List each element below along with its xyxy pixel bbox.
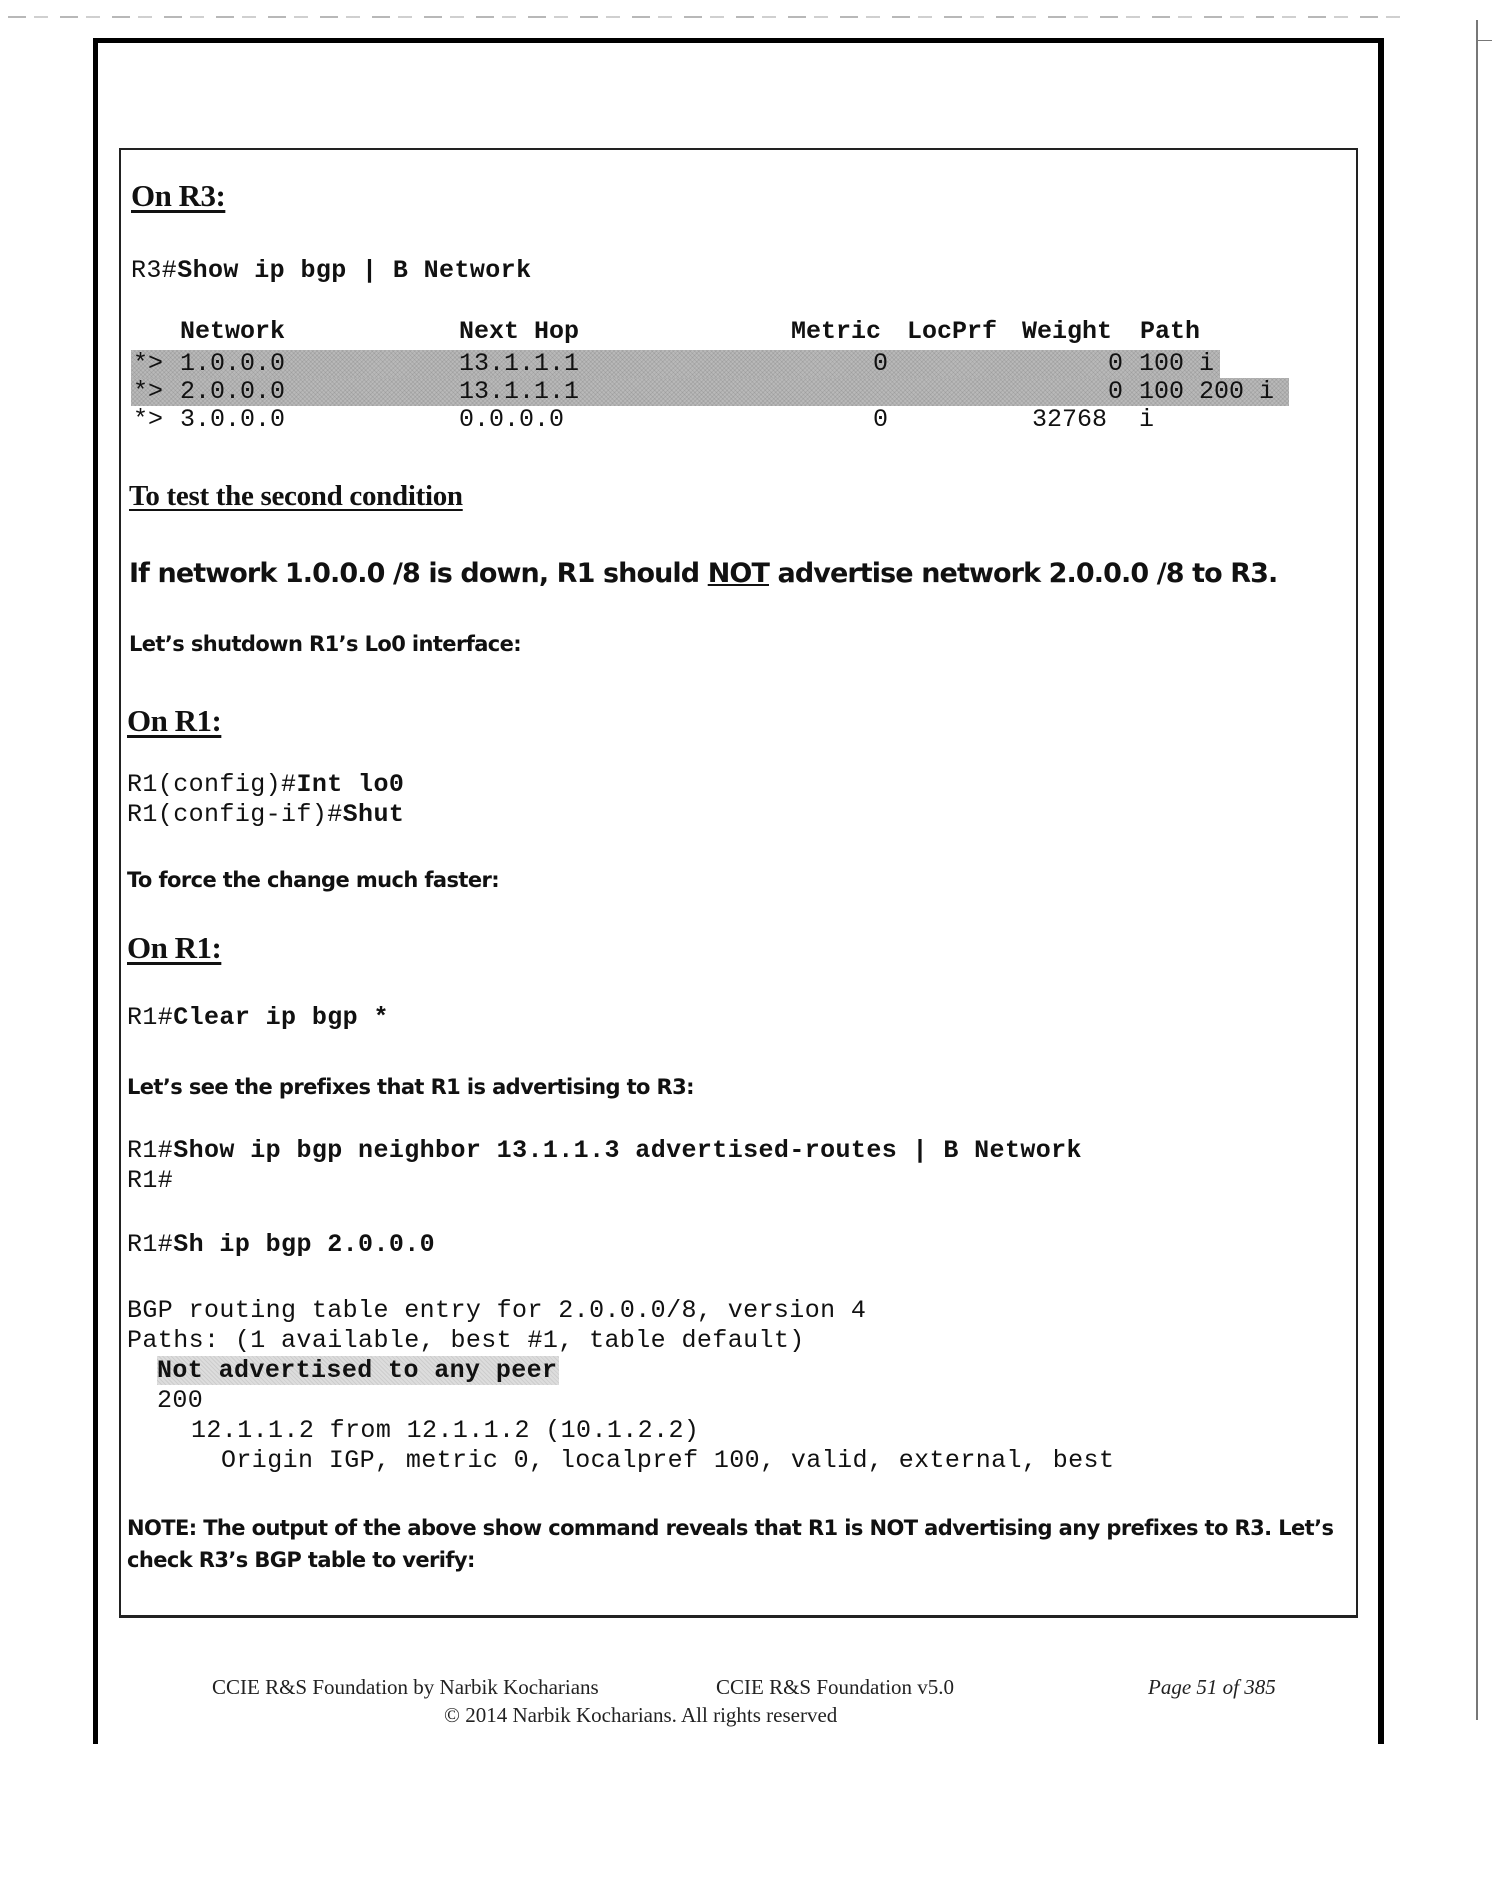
command-prompt: R1(config)# <box>127 770 297 799</box>
bgp-output-line: Origin IGP, metric 0, localpref 100, valid, external, best <box>221 1446 1115 1475</box>
row-next-hop: 13.1.1.1 <box>459 349 580 378</box>
row-metric: 0 <box>873 405 889 434</box>
row-weight: 32768 <box>1032 405 1108 434</box>
col-header-weight: Weight <box>1022 317 1113 346</box>
bgp-output-line: 200 <box>157 1386 204 1415</box>
col-header-metric: Metric <box>791 317 882 346</box>
advertised-prefixes-note: Let’s see the prefixes that R1 is advertising to R3: <box>127 1075 694 1099</box>
row-path: i <box>1139 405 1155 434</box>
heading-second-condition: To test the second condition <box>129 480 463 512</box>
command-text: Clear ip bgp * <box>173 1003 389 1032</box>
footer-book-version: CCIE R&S Foundation v5.0 <box>716 1675 955 1699</box>
col-header-next-hop: Next Hop <box>459 317 580 346</box>
adjacent-page-edge-tick <box>1478 40 1492 41</box>
command-prompt: R1(config-if)# <box>127 800 343 829</box>
bgp-table-header <box>131 318 1281 346</box>
bgp-output-line: BGP routing table entry for 2.0.0.0/8, version 4 <box>127 1296 867 1325</box>
command-text: Show ip bgp neighbor 13.1.1.3 advertised-routes | B Network <box>173 1136 1082 1165</box>
row-weight: 0 <box>1108 349 1124 378</box>
bgp-output-line: 12.1.1.2 from 12.1.1.2 (10.1.2.2) <box>191 1416 700 1445</box>
bgp-table-row <box>131 378 1289 406</box>
heading-on-r3: On R3: <box>131 178 226 213</box>
statement-text: advertise network 2.0.0.0 /8 to R3. <box>769 558 1278 589</box>
row-next-hop: 13.1.1.1 <box>459 377 580 406</box>
row-path: 100 200 i <box>1139 377 1275 406</box>
row-metric: 0 <box>873 349 889 378</box>
row-status: *> <box>133 377 164 406</box>
col-header-network: Network <box>180 317 286 346</box>
statement-emphasis: NOT <box>707 558 769 589</box>
advertised-routes-output: R1# <box>127 1166 174 1195</box>
row-network: 3.0.0.0 <box>180 405 286 434</box>
scan-artifact-line <box>8 16 1403 18</box>
col-header-path: Path <box>1140 317 1201 346</box>
command-text: Int lo0 <box>296 770 405 799</box>
command-prompt: R1# <box>127 1230 174 1259</box>
command-text: Show ip bgp | B Network <box>177 256 532 285</box>
footer-page-number: Page 51 of 385 <box>1148 1675 1276 1699</box>
shutdown-instruction: Let’s shutdown R1’s Lo0 interface: <box>129 632 522 656</box>
heading-on-r1: On R1: <box>127 930 222 965</box>
clear-command-line <box>127 1003 389 1032</box>
r3-show-command <box>131 256 531 285</box>
bgp-table-row <box>131 406 1281 434</box>
footer-book-author: CCIE R&S Foundation by Narbik Kocharians <box>212 1675 599 1699</box>
adjacent-page-edge <box>1476 20 1478 1720</box>
sh-ip-bgp-command <box>127 1230 435 1259</box>
closing-note: NOTE: The output of the above show command reveals that R1 is NOT advertising any prefixes to R3. Let’s check R3’s BGP table to verify: <box>127 1516 1334 1572</box>
row-network: 1.0.0.0 <box>180 349 286 378</box>
bgp-table-row <box>131 350 1220 378</box>
heading-on-r1: On R1: <box>127 703 222 738</box>
bgp-output-line: Paths: (1 available, best #1, table default) <box>127 1326 805 1355</box>
row-network: 2.0.0.0 <box>180 377 286 406</box>
footer-copyright: © 2014 Narbik Kocharians. All rights reserved <box>444 1703 838 1727</box>
row-weight: 0 <box>1108 377 1124 406</box>
row-path: 100 i <box>1139 349 1215 378</box>
row-status: *> <box>133 405 164 434</box>
bgp-output-not-advertised: Not advertised to any peer <box>157 1356 558 1385</box>
col-header-locprf: LocPrf <box>907 317 998 346</box>
advertised-routes-command <box>127 1136 1082 1165</box>
condition-statement <box>129 558 1277 589</box>
statement-text: If network 1.0.0.0 /8 is down, R1 should <box>129 558 708 589</box>
command-text: Sh ip bgp 2.0.0.0 <box>173 1230 436 1259</box>
force-change-note: To force the change much faster: <box>127 868 500 892</box>
command-text: Shut <box>342 800 405 829</box>
command-prompt: R3# <box>131 256 178 285</box>
config-line <box>127 800 404 829</box>
row-next-hop: 0.0.0.0 <box>459 405 565 434</box>
config-line <box>127 770 404 799</box>
command-prompt: R1# <box>127 1136 174 1165</box>
command-prompt: R1# <box>127 1003 174 1032</box>
row-status: *> <box>133 349 164 378</box>
